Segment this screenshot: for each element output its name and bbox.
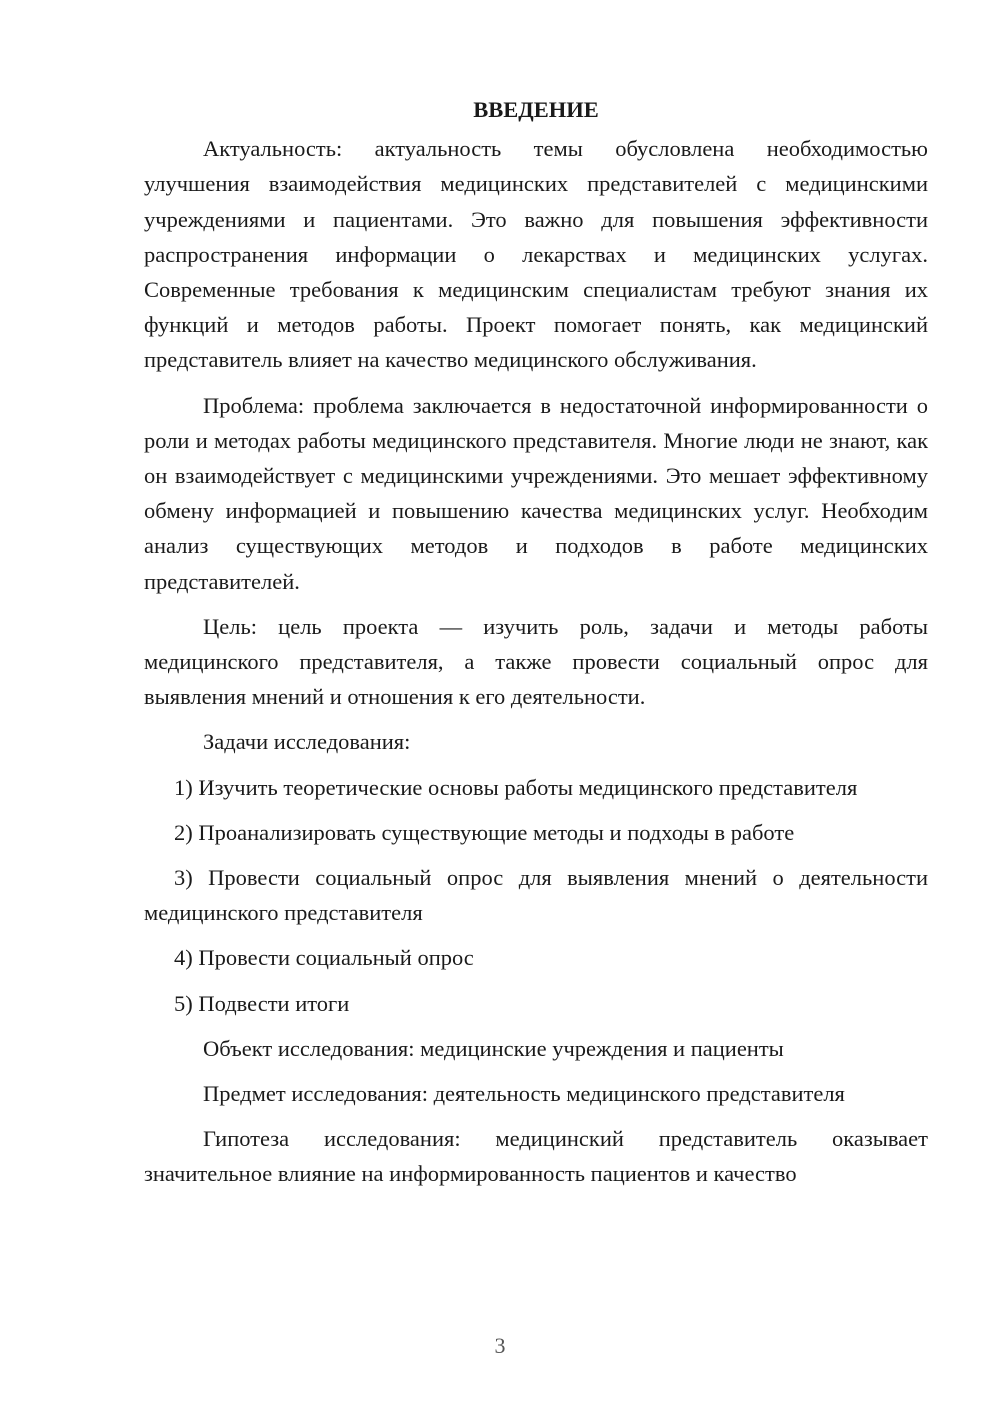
relevance-paragraph: Актуальность: актуальность темы обусловлена необходимостью улучшения взаимодействия медицинских представителей с медицинскими учреждениями и пациентами. Это важно для повышения эффективности распространения информации о лекарствах и медицинских услугах. Современные требования к медицинским специалистам требуют знания их функций и методов работы. Проект помогает понять, как медицинский представитель влияет на качество медицинского обслуживания. <box>144 136 928 373</box>
task-item-3: 3) Провести социальный опрос для выявления мнений о деятельности медицинского представителя <box>144 865 928 926</box>
goal-paragraph: Цель: цель проекта — изучить роль, задачи и методы работы медицинского представителя, а также провести социальный опрос для выявления мнений и отношения к его деятельности. <box>144 613 928 710</box>
page-body <box>144 92 928 1192</box>
task-item-4: 4) Провести социальный опрос <box>174 945 474 971</box>
task-item-1: 1) Изучить теоретические основы работы медицинского представителя <box>174 774 858 800</box>
object-paragraph: Объект исследования: медицинские учреждения и пациенты <box>203 1035 784 1061</box>
hypothesis-paragraph: Гипотеза исследования: медицинский представитель оказывает значительное влияние на информированность пациентов и качество <box>144 1126 928 1187</box>
subject-paragraph: Предмет исследования: деятельность медицинского представителя <box>203 1081 845 1107</box>
task-item-5: 5) Подвести итоги <box>174 990 350 1016</box>
page-title: ВВЕДЕНИЕ <box>473 97 599 122</box>
tasks-heading: Задачи исследования: <box>203 729 411 755</box>
page-number: 3 <box>494 1333 506 1358</box>
problem-paragraph: Проблема: проблема заключается в недостаточной информированности о роли и методах работы медицинского представителя. Многие люди не знают, как он взаимодействует с медицинскими учреждениями. Это мешает эффективному обмену информацией и повышению качества медицинских услуг. Необходим анализ существующих методов и подходов в работе медицинских представителей. <box>144 392 928 594</box>
task-item-2: 2) Проанализировать существующие методы и подходы в работе <box>174 819 795 845</box>
